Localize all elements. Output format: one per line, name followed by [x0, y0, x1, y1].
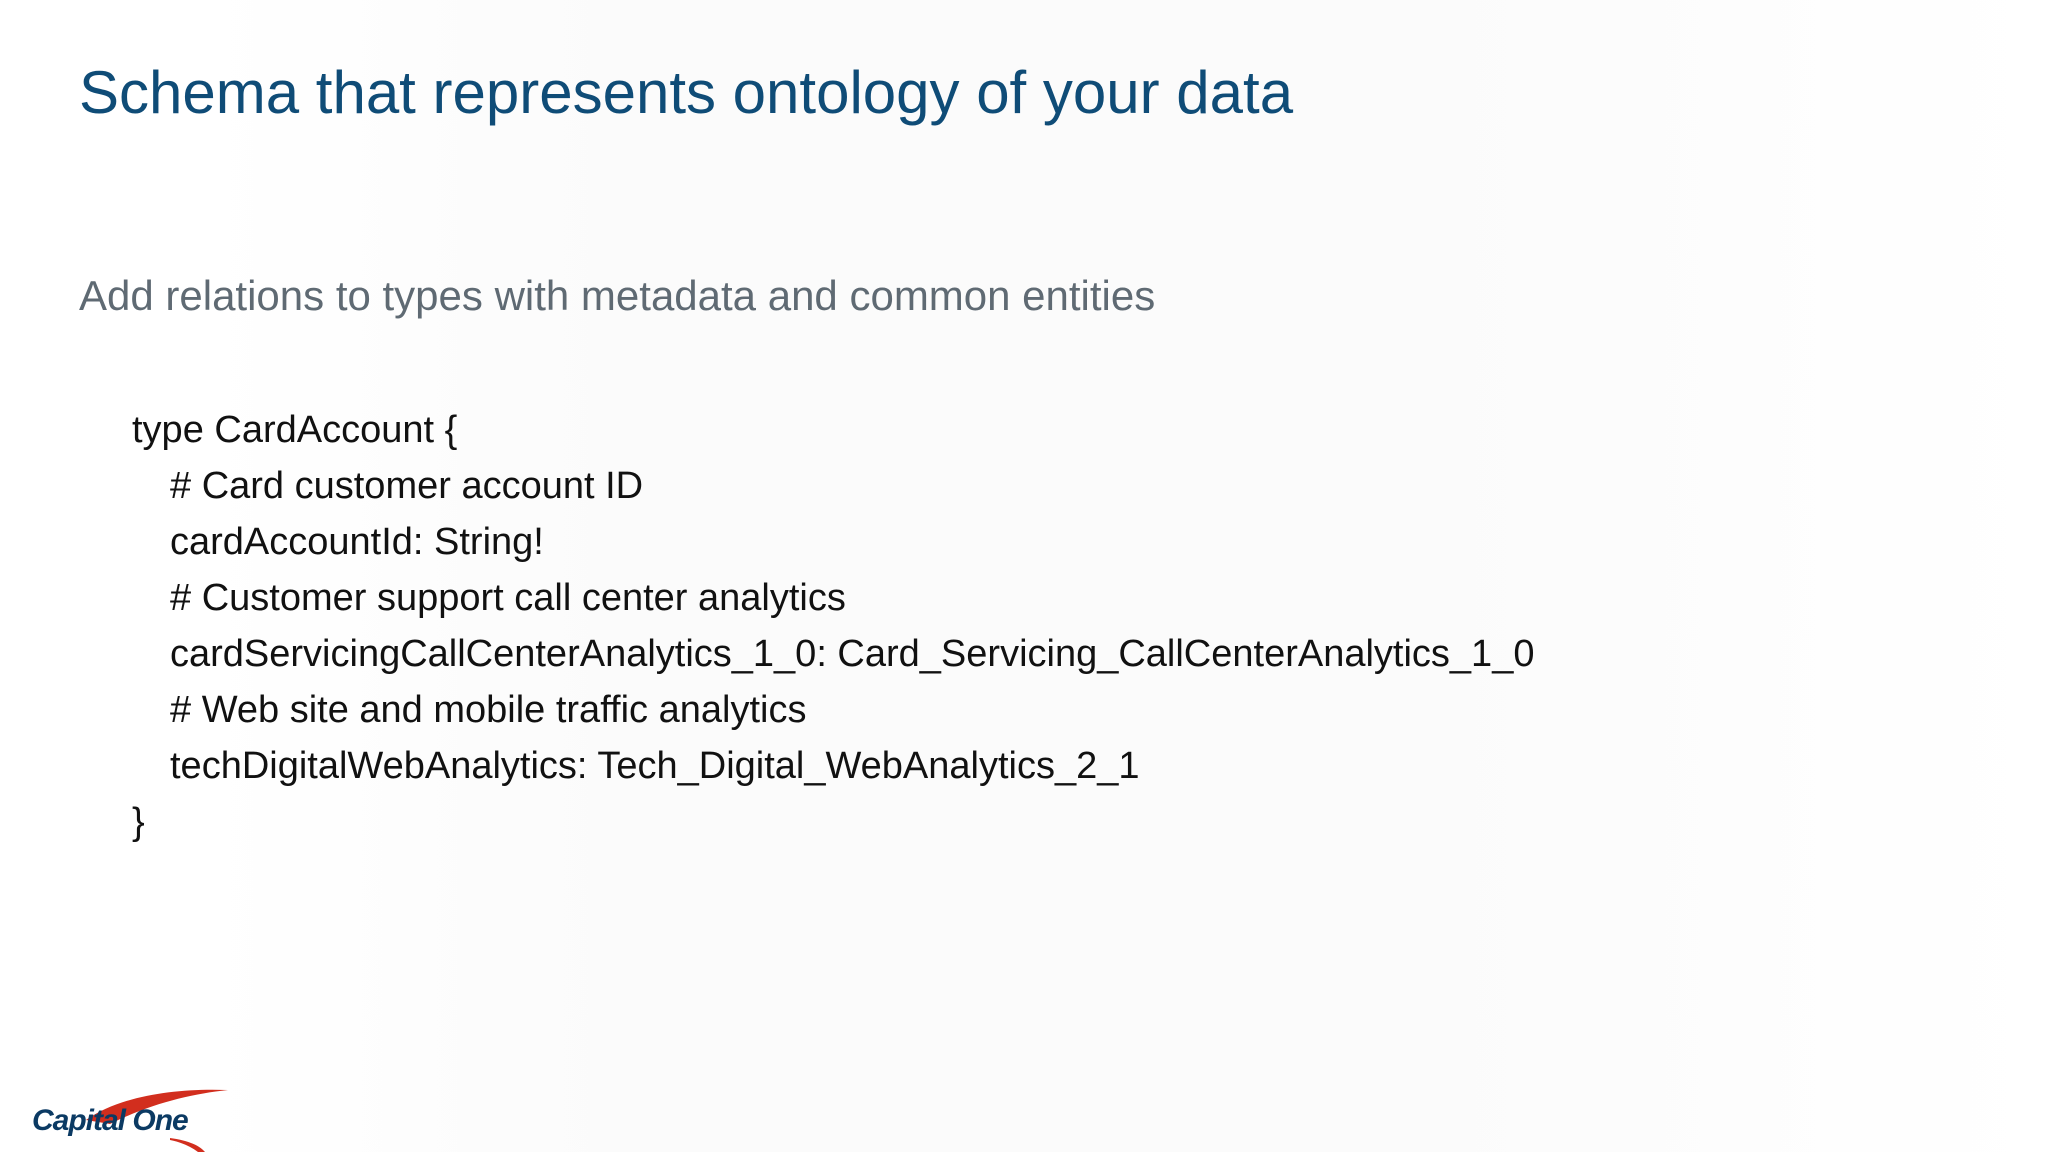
code-line: techDigitalWebAnalytics: Tech_Digital_WebAnalytics_2_1 — [170, 745, 1140, 787]
code-comment-line: # Web site and mobile traffic analytics — [170, 689, 807, 731]
code-line: } — [132, 801, 145, 843]
code-line: cardAccountId: String! — [170, 521, 544, 563]
code-line: cardServicingCallCenterAnalytics_1_0: Card_Servicing_CallCenterAnalytics_1_0 — [170, 633, 1535, 675]
schema-code-block — [132, 402, 1534, 850]
slide-title: Schema that represents ontology of your data — [79, 59, 1294, 126]
code-line: type CardAccount { — [132, 409, 458, 451]
code-comment-line: # Card customer account ID — [170, 465, 644, 507]
slide-subtitle: Add relations to types with metadata and common entities — [79, 272, 1156, 319]
code-comment-line: # Customer support call center analytics — [170, 577, 846, 619]
capital-one-logo — [32, 1082, 212, 1148]
logo-wordmark: Capital One — [32, 1104, 188, 1137]
